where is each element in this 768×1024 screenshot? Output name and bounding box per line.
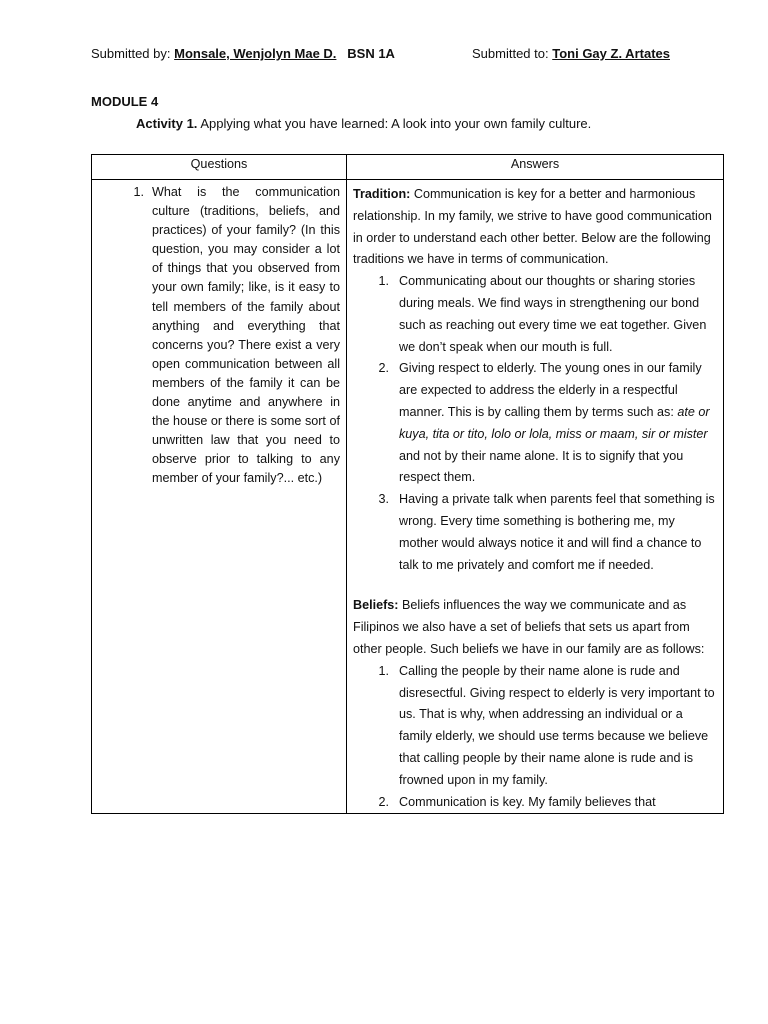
- submitted-by-name: Monsale, Wenjolyn Mae D.: [174, 46, 337, 61]
- submitted-to: [472, 46, 670, 61]
- question-cell: [92, 180, 347, 814]
- submission-header: [91, 46, 691, 61]
- questions-header: Questions: [92, 155, 347, 180]
- respect-terms: ate or kuya, tita or tito, lolo or lola, miss or maam, sir or mister: [399, 404, 710, 441]
- question-number: 1.: [133, 185, 144, 199]
- activity-line: [136, 116, 591, 131]
- tradition-label: Tradition:: [353, 187, 411, 201]
- list-item: 1. Calling the people by their name alone is rude and disresectful. Giving respect to elderly is very important to us. That is why, when addressing an individual or a family elderly, we should use terms because we believe that calling people by their name alone is rude and is frowned upon in my family.: [378, 663, 715, 787]
- question-text: What is the communication culture (traditions, beliefs, and practices) of your family? (In this question, you may consider a lot of things that you observed from your own family; like, is it easy to tell members of the family about anything and everything that concerns you? There exist a very open communication between all members of the family it can be done anytime and anywhere in the house or there is some sort of unwritten law that you need to observe prior to talking to any member of your family?... etc.): [152, 185, 340, 486]
- list-item: 1. Communicating about our thoughts or sharing stories during meals. We find ways in strengthening our bond such as reaching out every time we eat together. Given we don’t speak when our mouth is full.: [378, 274, 707, 354]
- table-header-row: [92, 155, 724, 180]
- submitted-to-label: Submitted to:: [472, 46, 549, 61]
- beliefs-label: Beliefs:: [353, 598, 399, 613]
- submitted-by-label: Submitted by:: [91, 46, 171, 61]
- beliefs-intro: Beliefs: Beliefs influences the way we communicate and as Filipinos we also have a set of beliefs that sets us apart from other people. Such beliefs we have in our family are as follows:: [353, 598, 705, 656]
- list-item: 2. Giving respect to elderly. The young ones in our family are expected to address the elderly in a respectful manner. This is by calling them by terms such as: ate or kuya, tita or tito, lolo or lola, miss or maam, sir or mister and not by their name alone. It is to signify that you respect them.: [378, 361, 710, 485]
- submitted-to-name: Toni Gay Z. Artates: [552, 46, 670, 61]
- list-item: 2. Communication is key. My family believes that: [378, 794, 656, 809]
- answers-header: Answers: [347, 155, 724, 180]
- list-item: 3. Having a private talk when parents feel that something is wrong. Every time something is bothering me, my mother would always notice it and will find a chance to talk to me privately and comfort me if needed.: [378, 492, 715, 572]
- activity-label: Activity 1.: [136, 116, 198, 131]
- tradition-intro: Tradition: Communication is key for a better and harmonious relationship. In my family, we strive to have good communication in order to understand each other better. Below are the following traditions we have in terms of communication.: [353, 187, 712, 267]
- qa-table: [91, 154, 724, 814]
- table-row: [92, 180, 724, 814]
- section-label: BSN 1A: [347, 46, 395, 61]
- module-title: MODULE 4: [91, 94, 159, 109]
- activity-text: Applying what you have learned: A look into your own family culture.: [200, 116, 592, 131]
- answer-cell: [347, 180, 724, 814]
